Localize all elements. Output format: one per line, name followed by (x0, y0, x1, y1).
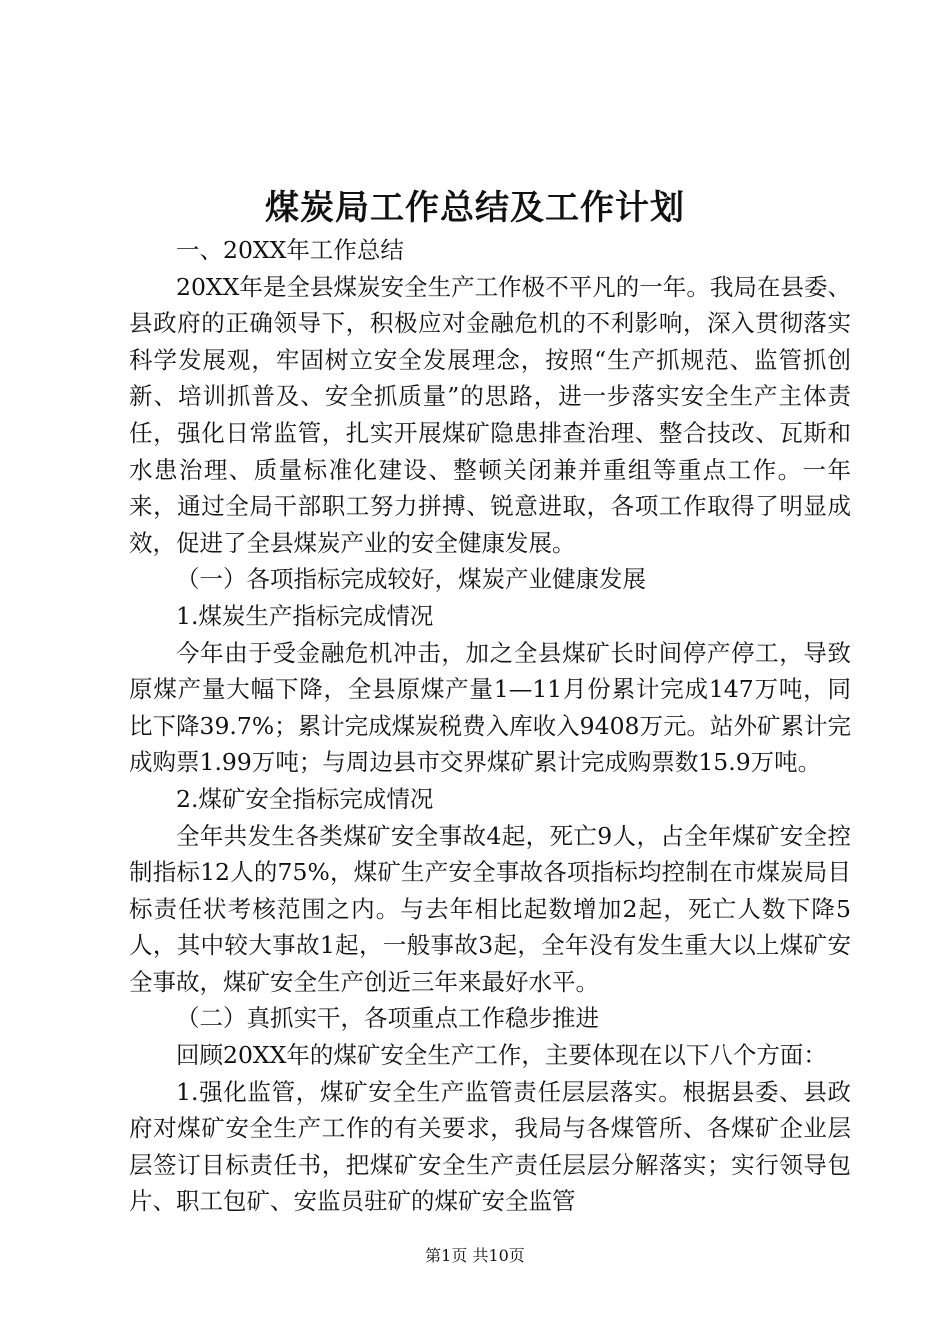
paragraph: 今年由于受金融危机冲击，加之全县煤矿长时间停产停工，导致原煤产量大幅下降，全县原煤产量1—11月份累计完成147万吨，同比下降39.7%；累计完成煤炭税费入库收入9408万元。站外矿累计完成购票1.99万吨；与周边县市交界煤矿累计完成购票数15.9万吨。 (129, 638, 851, 777)
section-heading: 一、20XX年工作总结 (176, 236, 404, 264)
item-heading: 1.煤炭生产指标完成情况 (176, 601, 434, 630)
page-number-footer: 第1页 共10页 (425, 1246, 525, 1265)
paragraph: 20XX年是全县煤炭安全生产工作极不平凡的一年。我局在县委、县政府的正确领导下，积极应对金融危机的不利影响，深入贯彻落实科学发展观，牢固树立安全发展理念，按照“生产抓规范、监管抓创新、培训抓普及、安全抓质量”的思路，进一步落实安全生产主体责任，强化日常监管，扎实开展煤矿隐患排查治理、整合技改、瓦斯和水患治理、质量标准化建设、整顿关闭兼并重组等重点工作。一年来，通过全局干部职工努力拼搏、锐意进取，各项工作取得了明显成效，促进了全县煤炭产业的安全健康发展。 (129, 272, 851, 557)
item-heading: 2.煤矿安全指标完成情况 (176, 784, 434, 813)
document-title: 煤炭局工作总结及工作计划 (265, 188, 685, 228)
paragraph: 全年共发生各类煤矿安全事故4起，死亡9人，占全年煤矿安全控制指标12人的75%，煤矿生产安全事故各项指标均控制在市煤炭局目标责任状考核范围之内。与去年相比起数增加2起，死亡人数下降5人，其中较大事故1起，一般事故3起，全年没有发生重大以上煤矿安全事故，煤矿安全生产创近三年来最好水平。 (129, 821, 851, 996)
subsection-heading: （一）各项指标完成较好，煤炭产业健康发展 (176, 565, 646, 594)
subsection-heading: （二）真抓实干，各项重点工作稳步推进 (176, 1004, 599, 1033)
paragraph: 1.强化监管，煤矿安全生产监管责任层层落实。根据县委、县政府对煤矿安全生产工作的有关要求，我局与各煤管所、各煤矿企业层层签订目标责任书，把煤矿安全生产责任层层分解落实；实行领导包片、职工包矿、安监员驻矿的煤矿安全监管 (129, 1077, 851, 1216)
paragraph: 回顾20XX年的煤矿安全生产工作，主要体现在以下八个方面： (176, 1041, 827, 1070)
document-body (129, 232, 851, 1220)
